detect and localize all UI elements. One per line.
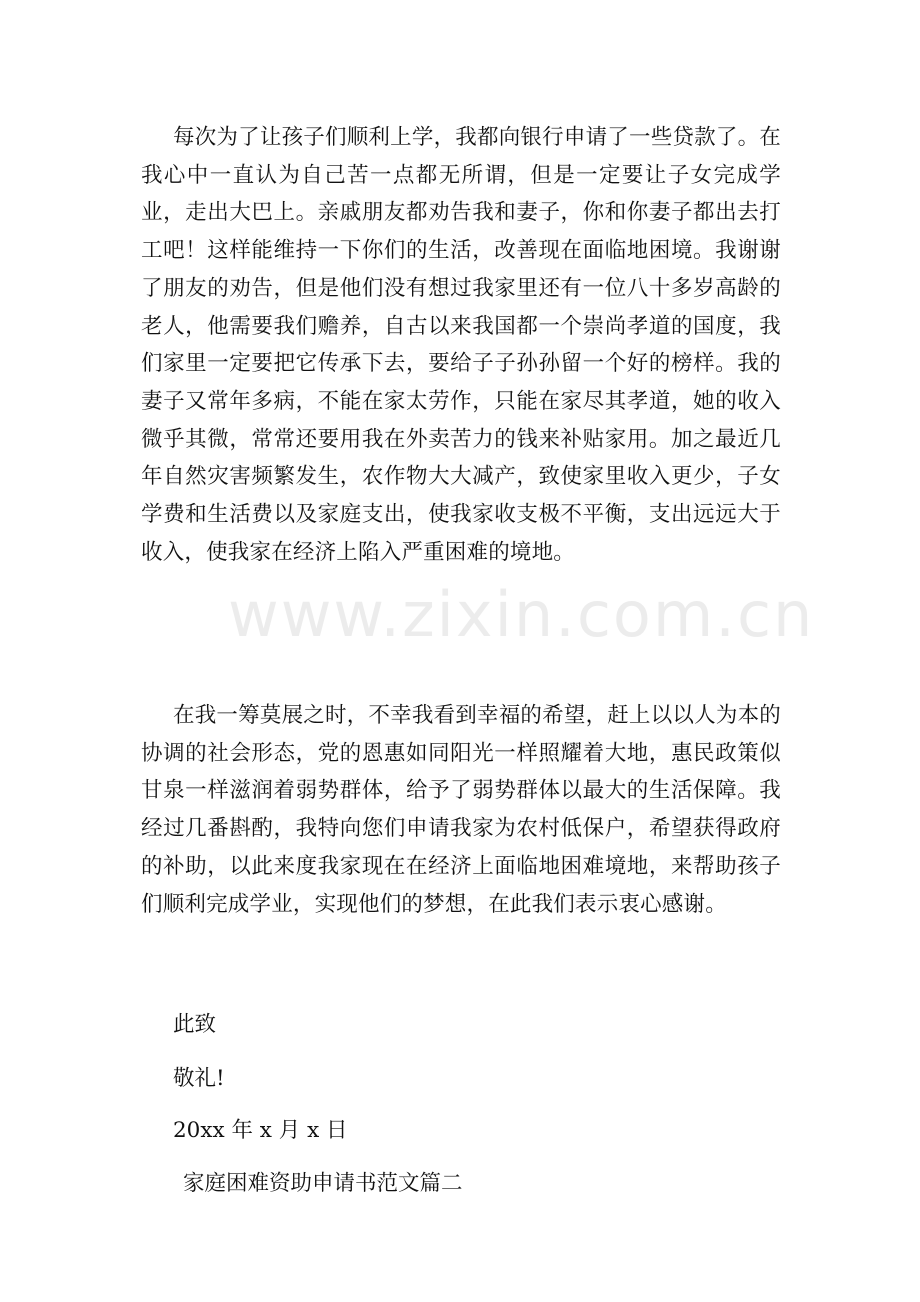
body-paragraph-1: 每次为了让孩子们顺利上学，我都向银行申请了一些贷款了。在我心中一直认为自己苦一点都无所谓，但是一定要让子女完成学业，走出大巴上。亲戚朋友都劝告我和妻子，你和你妻子都出去打工吧！这样能维持一下你们的生活，改善现在面临地困境。我谢谢了朋友的劝告，但是他们没有想过我家里还有一位八十多岁高龄的老人，他需要我们赡养，自古以来我国都一个崇尚孝道的国度，我们家里一定要把它传承下去，要给子子孙孙留一个好的榜样。我的妻子又常年多病，不能在家太劳作，只能在家尽其孝道，她的收入微乎其微，常常还要用我在外卖苦力的钱来补贴家用。加之最近几年自然灾害频繁发生，农作物大大减产，致使家里收入更少，子女学费和生活费以及家庭支出，使我家收支极不平衡，支出远远大于收入，使我家在经济上陷入严重困难的境地。: [141, 125, 781, 565]
watermark: www.zixin.com.cn: [228, 578, 815, 651]
salutation: 敬礼!: [173, 1066, 225, 1091]
closing-phrase: 此致: [173, 1012, 217, 1037]
next-section-title: 家庭困难资助申请书范文篇二: [183, 1171, 463, 1196]
body-paragraph-2: 在我一筹莫展之时，不幸我看到幸福的希望，赶上以以人为本的协调的社会形态，党的恩惠如同阳光一样照耀着大地，惠民政策似甘泉一样滋润着弱势群体，给予了弱势群体以最大的生活保障。我经过几番斟酌，我特向您们申请我家为农村低保户，希望获得政府的补助，以此来度我家现在在经济上面临地困难境地，来帮助孩子们顺利完成学业，实现他们的梦想，在此我们表示衷心感谢。: [141, 703, 781, 917]
date-line: 20xx 年 x 月 x 日: [173, 1118, 348, 1143]
